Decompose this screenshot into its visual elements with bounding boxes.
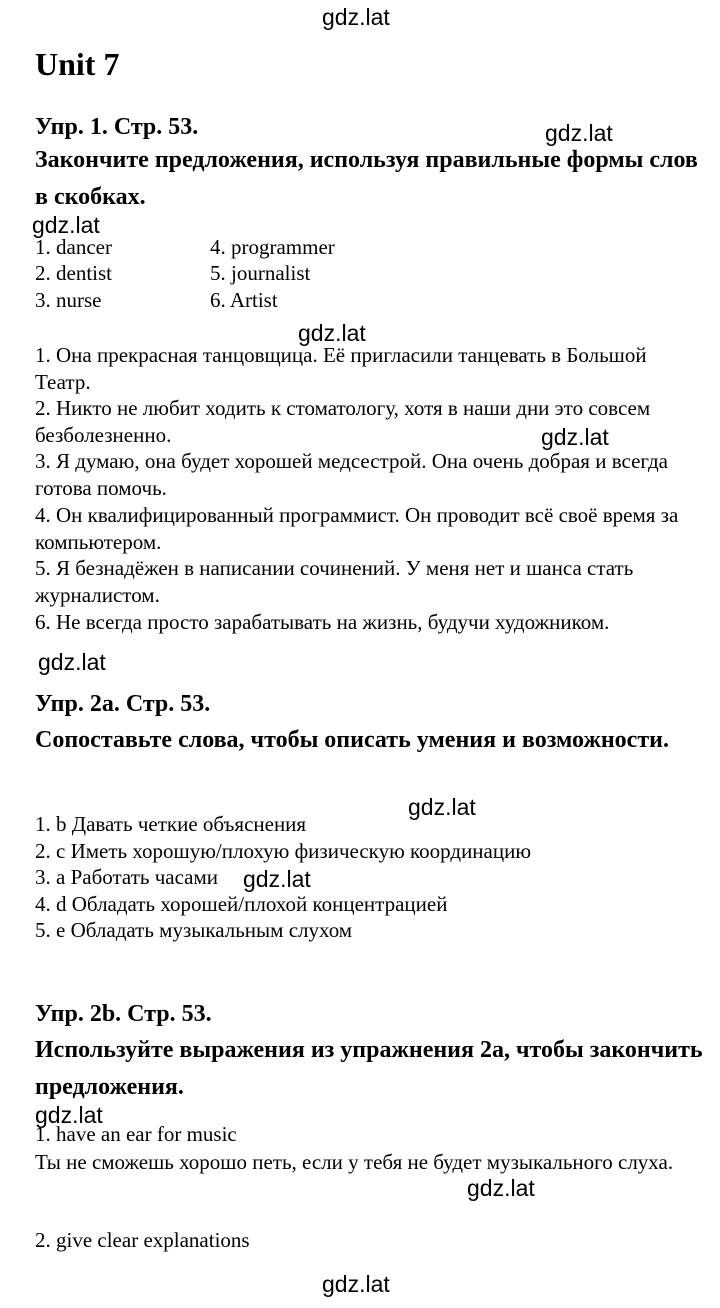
watermark: gdz.lat (322, 4, 390, 30)
answer-item: 1. b Давать четкие объяснения (35, 812, 307, 836)
word-item: 4. programmer (210, 235, 335, 259)
sentence: 5. Я безнадёжен в написании сочинений. У меня нет и шанса стать журналистом. (35, 556, 634, 607)
watermark: gdz.lat (298, 320, 366, 346)
exercise-2b-heading: Упр. 2b. Стр. 53. (35, 1001, 212, 1027)
watermark: gdz.lat (38, 649, 106, 675)
word-item: 3. nurse (35, 288, 102, 312)
exercise-2a-instruction: Сопоставьте слова, чтобы описать умения и возможности. (35, 727, 669, 753)
answer-item: 3. a Работать часами (35, 865, 219, 889)
word-item: 1. dancer (35, 235, 112, 259)
answer-item: 4. d Обладать хорошей/плохой концентрацией (35, 892, 448, 916)
exercise-2b-instruction: Используйте выражения из упражнения 2a, чтобы закончить предложения. (35, 1037, 703, 1100)
sentence: 1. Она прекрасная танцовщица. Её пригласили танцевать в Большой Театр. (35, 343, 647, 394)
watermark: gdz.lat (545, 120, 613, 146)
watermark: gdz.lat (243, 866, 311, 892)
sentence: 2. Никто не любит ходить к стоматологу, хотя в наши дни это совсем безболезненно. (35, 396, 651, 447)
exercise-1-heading: Упр. 1. Стр. 53. (35, 114, 199, 140)
watermark: gdz.lat (32, 212, 100, 238)
watermark: gdz.lat (408, 794, 476, 820)
phrase-item: 2. give clear explanations (35, 1228, 250, 1252)
sentence: 4. Он квалифицированный программист. Он проводит всё своё время за компьютером. (35, 503, 679, 554)
answer-item: 2. c Иметь хорошую/плохую физическую координацию (35, 839, 532, 863)
watermark: gdz.lat (541, 424, 609, 450)
sentence: Ты не сможешь хорошо петь, если у тебя не будет музыкального слуха. (35, 1150, 674, 1174)
answer-item: 5. e Обладать музыкальным слухом (35, 918, 353, 942)
exercise-1-instruction: Закончите предложения, используя правильные формы слов в скобках. (35, 147, 698, 210)
watermark: gdz.lat (467, 1175, 535, 1201)
phrase-item: 1. have an ear for music (35, 1122, 237, 1146)
exercise-2a-heading: Упр. 2a. Стр. 53. (35, 691, 211, 717)
sentence: 3. Я думаю, она будет хорошей медсестрой. Она очень добрая и всегда готова помочь. (35, 449, 668, 500)
unit-title: Unit 7 (35, 46, 120, 82)
watermark: gdz.lat (35, 1102, 103, 1128)
watermark: gdz.lat (322, 1271, 390, 1297)
word-item: 6. Artist (210, 288, 278, 312)
word-item: 5. journalist (210, 261, 311, 285)
word-item: 2. dentist (35, 261, 112, 285)
sentence: 6. Не всегда просто зарабатывать на жизнь, будучи художником. (35, 610, 610, 634)
